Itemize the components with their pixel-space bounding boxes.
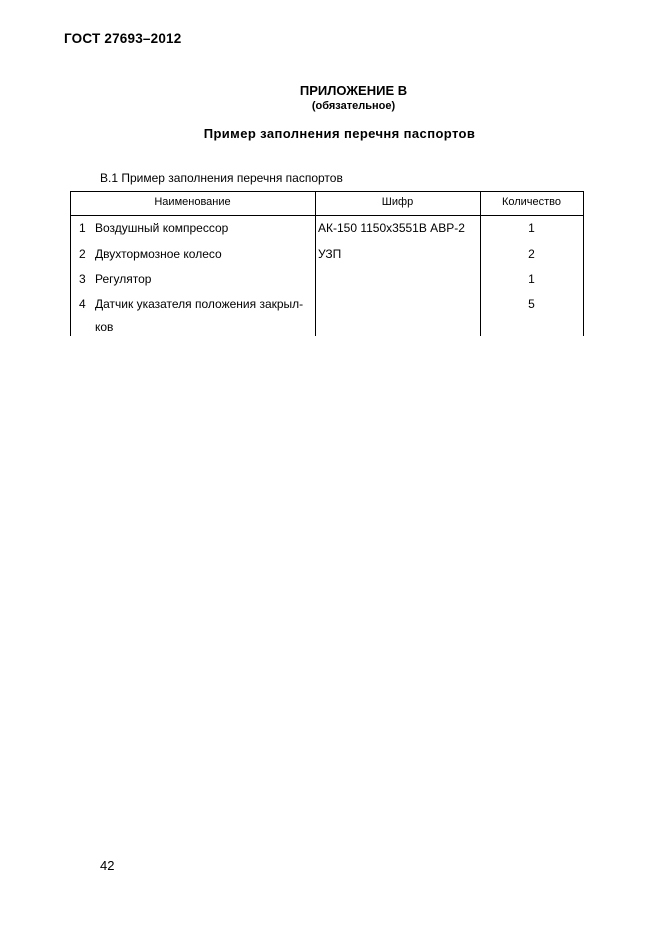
table-left-rule — [70, 191, 71, 336]
row-quantity: 5 — [528, 297, 535, 311]
row-number: 1 — [79, 221, 86, 235]
row-number: 3 — [79, 272, 86, 286]
row-name: Двухтормозное колесо — [95, 247, 222, 261]
document-code: ГОСТ 27693–2012 — [64, 31, 182, 46]
section-heading: Пример заполнения перечня паспортов — [203, 126, 476, 141]
table-col-rule-1 — [315, 191, 316, 336]
row-name: Датчик указателя положения закрыл- — [95, 297, 304, 311]
page-number: 42 — [100, 858, 115, 873]
row-name-continuation: ков — [95, 320, 114, 334]
row-quantity: 2 — [528, 247, 535, 261]
passport-list-table — [70, 191, 584, 336]
appendix-title-block — [0, 83, 661, 112]
row-quantity: 1 — [528, 272, 535, 286]
column-header-quantity: Количество — [501, 196, 562, 208]
table-top-rule — [70, 191, 584, 192]
appendix-status: (обязательное) — [311, 100, 396, 112]
row-code: УЗП — [318, 247, 342, 261]
column-header-name: Наименование — [154, 196, 231, 208]
table-right-rule — [583, 191, 584, 336]
appendix-title: ПРИЛОЖЕНИЕ В — [299, 83, 408, 98]
row-code: АК-150 1150х3551В АВР-2 — [318, 221, 465, 235]
table-header-rule — [70, 215, 584, 216]
row-name: Воздушный компрессор — [95, 221, 229, 235]
row-number: 2 — [79, 247, 86, 261]
row-number: 4 — [79, 297, 86, 311]
table-col-rule-2 — [480, 191, 481, 336]
table-caption: В.1 Пример заполнения перечня паспортов — [100, 171, 343, 185]
column-header-code: Шифр — [381, 196, 414, 208]
row-name: Регулятор — [95, 272, 152, 286]
row-quantity: 1 — [528, 221, 535, 235]
